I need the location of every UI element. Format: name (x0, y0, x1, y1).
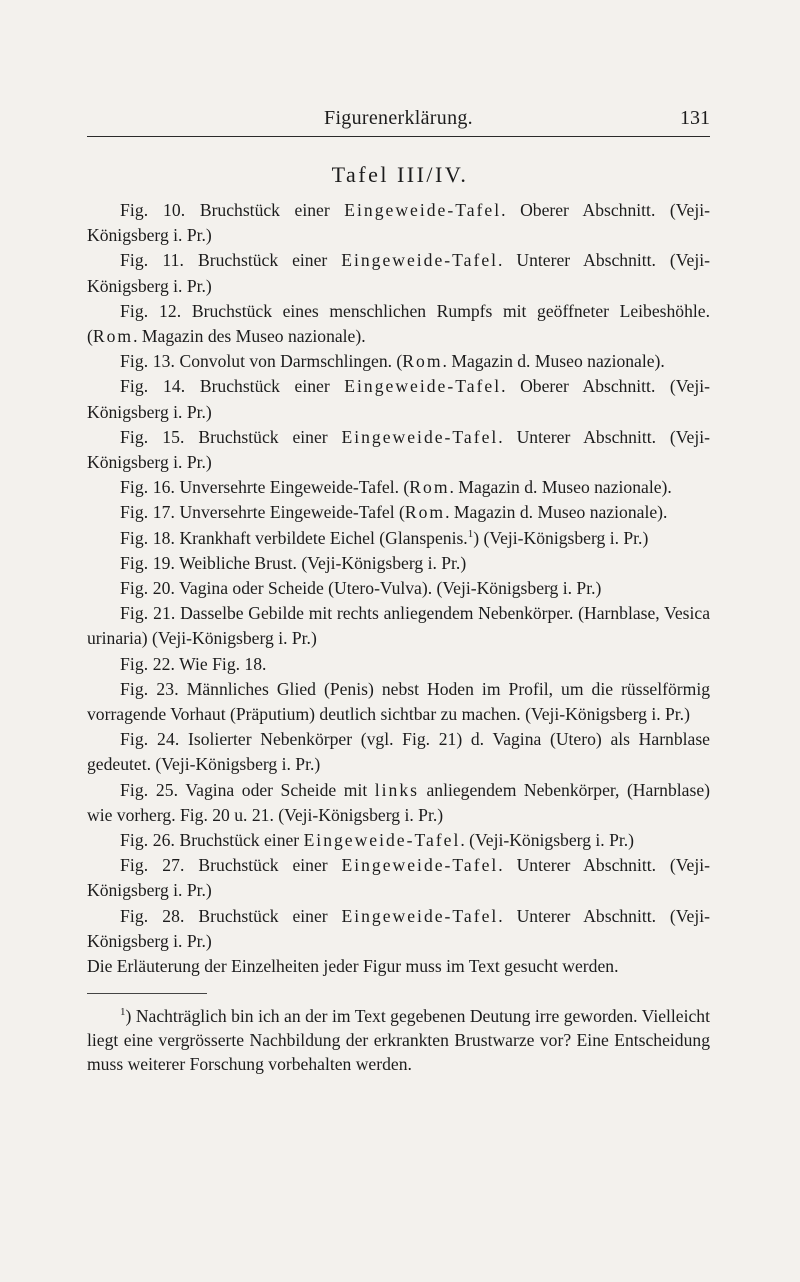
figure-text: . Magazin des Museo nazionale). (133, 326, 366, 347)
figure-text: Unversehrte Eingeweide-Tafel. ( (175, 477, 410, 498)
figure-text: Bruchstück einer (184, 855, 342, 876)
figure-entry (87, 853, 710, 903)
figure-text: Isolierter Nebenkörper (vgl. Fig. 21) d. Vagina (Utero) als Harnblase gedeutet. (Veji-Königsberg i. Pr.) (87, 729, 710, 775)
figure-label: Fig. 15. (120, 426, 185, 447)
figure-spaced-term: links (374, 779, 419, 800)
figure-entry (87, 551, 710, 576)
footnote (87, 1004, 710, 1076)
figure-text: Convolut von Darmschlingen. ( (175, 351, 403, 372)
figure-spaced-term: Eingeweide-Tafel (341, 426, 499, 447)
figure-label: Fig. 28. (120, 905, 185, 926)
figure-entry (87, 778, 710, 828)
figure-label: Fig. 26. (120, 830, 176, 851)
figure-text: Krankhaft verbildete Eichel (Glanspenis. (175, 527, 468, 548)
figure-text: Bruchstück einer (185, 376, 345, 397)
figure-text: Vagina oder Scheide mit (178, 779, 375, 800)
figure-text: . Oberer Abschnitt. (Veji-Königsberg i. Pr.) (87, 376, 710, 422)
figure-label: Fig. 10. (120, 200, 186, 220)
figure-text: . Unterer Abschnitt. (Veji-Königsberg i. Pr.) (87, 905, 710, 951)
figure-text: Bruchstück eines menschlichen Rumpfs mit geöffneter Leibeshöhle. ( (87, 300, 710, 347)
figure-spaced-term: Eingeweide-Tafel (344, 376, 502, 397)
figure-entry (87, 248, 710, 298)
figure-text: Bruchstück einer (184, 905, 342, 926)
figure-label: Fig. 13. (120, 351, 176, 372)
figure-entry (87, 652, 710, 677)
figure-entry (87, 727, 710, 777)
figure-text: Bruchstück einer (184, 426, 342, 447)
figure-entry (87, 526, 710, 551)
footnote-divider (87, 993, 207, 994)
figure-text: Vagina oder Scheide (Utero-Vulva). (Veji-Königsberg i. Pr.) (175, 578, 602, 599)
figure-spaced-term: Rom (92, 326, 134, 347)
figure-entry (87, 500, 710, 525)
figure-text: . Oberer Abschnitt. (Veji-Königsberg i. Pr.) (87, 200, 710, 246)
figure-label: Fig. 20. (120, 578, 176, 599)
figure-text: . Unterer Abschnitt. (Veji-Königsberg i. Pr.) (87, 855, 710, 901)
figure-spaced-term: Eingeweide-Tafel (303, 830, 461, 851)
plate-title: Tafel III/IV. (331, 162, 469, 187)
figure-label: Fig. 27. (120, 855, 185, 876)
figure-text: anliegendem Nebenkörper, (Harnblase) wie vorherg. Fig. 20 u. 21. (Veji-Königsberg i. Pr.) (87, 779, 710, 825)
figure-list (87, 198, 710, 1076)
figure-text: . Unterer Abschnitt. (Veji-Königsberg i. Pr.) (87, 250, 710, 296)
figure-text: Weibliche Brust. (Veji-Königsberg i. Pr.) (175, 552, 467, 573)
figure-text: . Magazin d. Museo nazionale). (442, 351, 665, 372)
footnote-text: ) Nachträglich bin ich an der im Text gegebenen Deutung irre geworden. Vielleicht liegt eine vergrösserte Nachbildung der erkrankten Brustwarze vor? Eine Entscheidung muss weiterer Forschung vorbehalten werden. (87, 1006, 710, 1075)
figure-label: Fig. 16. (120, 477, 176, 498)
figure-text: Wie Fig. 18. (175, 653, 267, 674)
figure-label: Fig. 18. (120, 527, 176, 548)
page-number: 131 (680, 107, 710, 129)
figure-entry (87, 904, 710, 954)
figure-spaced-term: Eingeweide-Tafel (344, 200, 502, 220)
figure-label: Fig. 25. (120, 779, 179, 800)
figure-text: . Unterer Abschnitt. (Veji-Königsberg i. Pr.) (87, 426, 710, 473)
figure-entry (87, 198, 710, 248)
figure-entry (87, 299, 710, 349)
figure-text: Bruchstück einer (185, 200, 345, 220)
figure-entry (87, 576, 710, 601)
figure-label: Fig. 24. (120, 729, 180, 750)
figure-entries (87, 198, 710, 954)
figure-spaced-term: Rom (404, 502, 446, 523)
closing-note: Die Erläuterung der Einzelheiten jeder Figur muss im Text gesucht werden. (87, 956, 619, 977)
figure-entry (87, 475, 710, 500)
figure-spaced-term: Eingeweide-Tafel (341, 855, 499, 876)
figure-text: . Magazin d. Museo nazionale). (445, 502, 668, 523)
figure-entry (87, 374, 710, 424)
figure-text: . (Veji-Königsberg i. Pr.) (460, 830, 635, 851)
figure-spaced-term: Eingeweide-Tafel (341, 250, 499, 271)
figure-text: Männliches Glied (Penis) nebst Hoden im Profil, um die rüsselförmig vorragende Vorhaut (Präputium) deutlich sichtbar zu machen. (Veji-Königsberg i. Pr.) (87, 678, 711, 725)
figure-label: Fig. 11. (120, 250, 184, 271)
page-header (87, 100, 710, 137)
figure-label: Fig. 23. (120, 678, 179, 699)
figure-label: Fig. 14. (120, 376, 186, 397)
figure-entry (87, 425, 710, 475)
figure-text: ) (Veji-Königsberg i. Pr.) (473, 527, 649, 548)
figure-label: Fig. 21. (120, 603, 176, 624)
figure-label: Fig. 22. (120, 653, 176, 674)
figure-label: Fig. 19. (120, 552, 176, 573)
figure-entry (87, 601, 710, 651)
figure-text: Unversehrte Eingeweide-Tafel ( (175, 502, 405, 523)
figure-spaced-term: Rom (402, 351, 443, 372)
figure-text: Dasselbe Gebilde mit rechts anliegendem Nebenkörper. (Harnblase, Vesica urinaria) (Veji-Königsberg i. Pr.) (87, 603, 711, 649)
figure-text: . Magazin d. Museo nazionale). (449, 477, 672, 498)
figure-label: Fig. 12. (120, 300, 182, 321)
figure-spaced-term: Eingeweide-Tafel (341, 905, 499, 926)
figure-label: Fig. 17. (120, 502, 176, 523)
figure-entry (87, 677, 710, 727)
footnote-marker: 1 (120, 1006, 126, 1019)
figure-spaced-term: Rom (409, 477, 450, 498)
figure-text: Bruchstück einer (184, 250, 342, 271)
running-title: Figurenerklärung. (324, 107, 473, 129)
figure-entry (87, 349, 710, 374)
figure-text: Bruchstück einer (175, 830, 304, 851)
footnote-reference: 1 (467, 527, 474, 540)
figure-entry (87, 828, 710, 853)
